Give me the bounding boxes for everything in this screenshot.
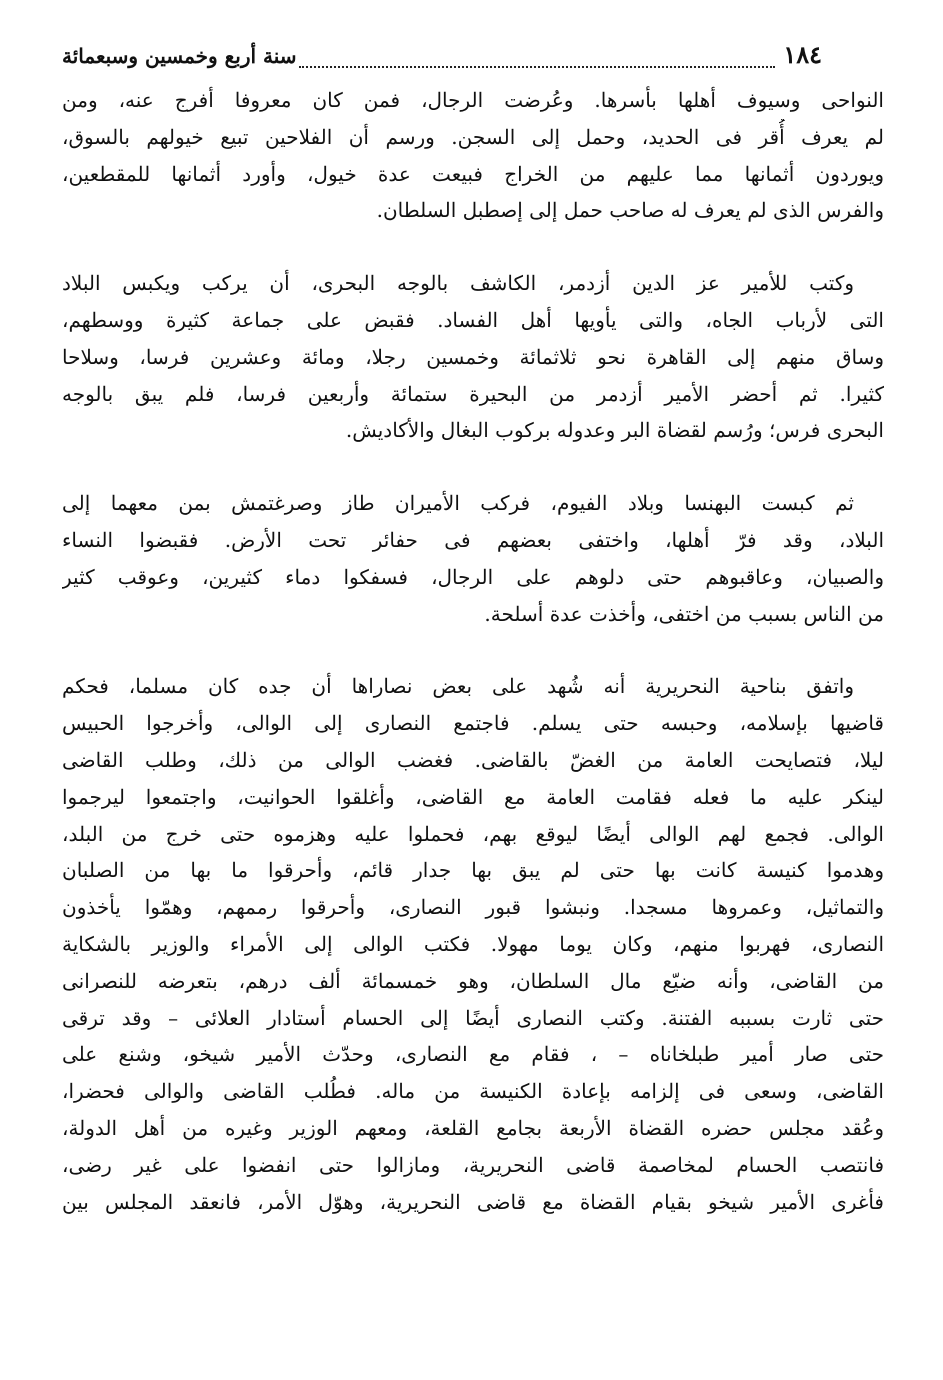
page-number: ١٨٤ [783, 40, 822, 69]
text-line: قاضيها بإسلامه، وحبسه حتى يسلم. فاجتمع النصارى إلى الوالى، وأخرجوا الحبيس [62, 711, 884, 736]
text-line: حتى صار أمير طبلخاناه – ، فقام مع النصارى، وحدّث الأمير شيخو، وشنع على [62, 1042, 884, 1067]
text-line: وهدموا كنيسة كانت بها حتى لم يبق بها جدار قائم، وأحرقوا ما بها من الصلبان [62, 858, 884, 883]
text-line: فأغرى الأمير شيخو بقيام القضاة مع قاضى النحريرية، وهوّل الأمر، فانعقد المجلس بين [62, 1189, 884, 1214]
text-line: كثيرا. ثم أحضر الأمير أزدمر من البحيرة ستمائة وأربعين فرسا، فلم يبق بالوجه [62, 381, 884, 406]
paragraph-3 [62, 485, 884, 632]
paragraph-4 [62, 668, 884, 1220]
text-line: والفرس الذى لم يعرف له صاحب حمل إلى إصطبل السلطان. [376, 198, 884, 223]
text-line: ويوردون أثمانها مما عليهم من الخراج فبيعت عدة خيول، وأورد أثمانها للمقطعين، [62, 161, 884, 186]
running-header [62, 40, 822, 74]
text-line: وعُقد مجلس حضره القضاة الأربعة بجامع القلعة، ومعهم الوزير وغيره من أهل الدولة، [62, 1115, 884, 1140]
text-line: لينكر عليه ما فعله فقامت العامة مع القاضى، وأغلقوا الحوانيت، واجتمعوا ليرجموا [62, 784, 884, 809]
text-line: الوالى. فجمع لهم الوالى أيضًا ليوقع بهم، فحملوا عليه وهزموه حتى خرج من البلد، [62, 821, 884, 846]
text-line: لم يعرف أُقر فى الحديد، وحمل إلى السجن. ورسم أن الفلاحين تبيع خيولهم بالسوق، [62, 124, 884, 149]
text-line: واتفق بناحية النحريرية أنه شُهد على بعض نصاراها أن جده كان مسلما، فحكم [62, 674, 854, 699]
text-line: النصارى، فهربوا منهم، وكان يوما مهولا. فكتب الوالى إلى الأمراء والوزير بالشكاية [62, 931, 884, 956]
text-line: التى لأرباب الجاه، والتى يأويها أهل الفساد. فقبض على جماعة كثيرة ووسطهم، [62, 307, 884, 332]
text-line: من الناس بسبب من اختفى، وأخذت عدة أسلحة. [484, 601, 884, 626]
text-line: وساق منهم إلى القاهرة نحو ثلاثمائة وخمسين رجلا، ومائة وعشرين فرسا، وسلاحا [62, 344, 884, 369]
text-line: والصبيان، وعاقبوهم حتى دلوهم على الرجال، فسفكوا دماء كثيرين، وعوقب كثير [62, 564, 884, 589]
text-line: فانتصب الحسام لمخاصمة قاضى النحريرية، ومازالوا حتى انفضوا على غير رضى، [62, 1152, 884, 1177]
text-line: والتماثيل، وعمروها مسجدا. ونبشوا قبور النصارى، وأحرقوا رممهم، وهمّوا يأخذون [62, 895, 884, 920]
header-dotted-leader [299, 65, 776, 68]
paragraph-spacer [62, 632, 884, 668]
text-line: البحرى فرس؛ ورُسم لقضاة البر وعدوله بركوب البغال والأكاديش. [345, 418, 884, 443]
body-text [62, 82, 884, 1220]
text-line: ليلا، فتصايحت العامة من الغضّ بالقاضى. فغضب الوالى من ذلك، وطلب القاضى [62, 747, 884, 772]
text-line: ثم كبست البهنسا وبلاد الفيوم، فركب الأميران طاز وصرغتمش بمن معهما إلى [62, 491, 854, 516]
paragraph-1 [62, 82, 884, 229]
paragraph-2 [62, 265, 884, 449]
text-line: وكتب للأمير عز الدين أزدمر، الكاشف بالوجه البحرى، أن يركب ويكبس البلاد [62, 271, 854, 296]
chapter-year-title: سنة أربع وخمسين وسبعمائة [62, 44, 297, 68]
text-line: البلاد، وقد فرّ أهلها، واختفى بعضهم فى حفائر تحت الأرض. فقبضوا النساء [62, 527, 884, 552]
text-line: النواحى وسيوف أهلها بأسرها. وعُرضت الرجال، فمن كان معروفا أفرج عنه، ومن [62, 88, 884, 112]
text-line: حتى ثارت بسببه الفتنة. وكتب النصارى أيضًا إلى الحسام أستادار العلائى – وقد ترقى [62, 1005, 884, 1030]
paragraph-spacer [62, 449, 884, 485]
text-line: القاضى، وسعى فى إلزامه بإعادة الكنيسة من ماله. فطُلب القاضى والوالى فحضرا، [62, 1079, 884, 1104]
paragraph-spacer [62, 229, 884, 265]
text-line: من القاضى، وأنه ضيّع مال السلطان، وهو خمسمائة ألف درهم، بتعرضه للنصرانى [62, 968, 884, 993]
